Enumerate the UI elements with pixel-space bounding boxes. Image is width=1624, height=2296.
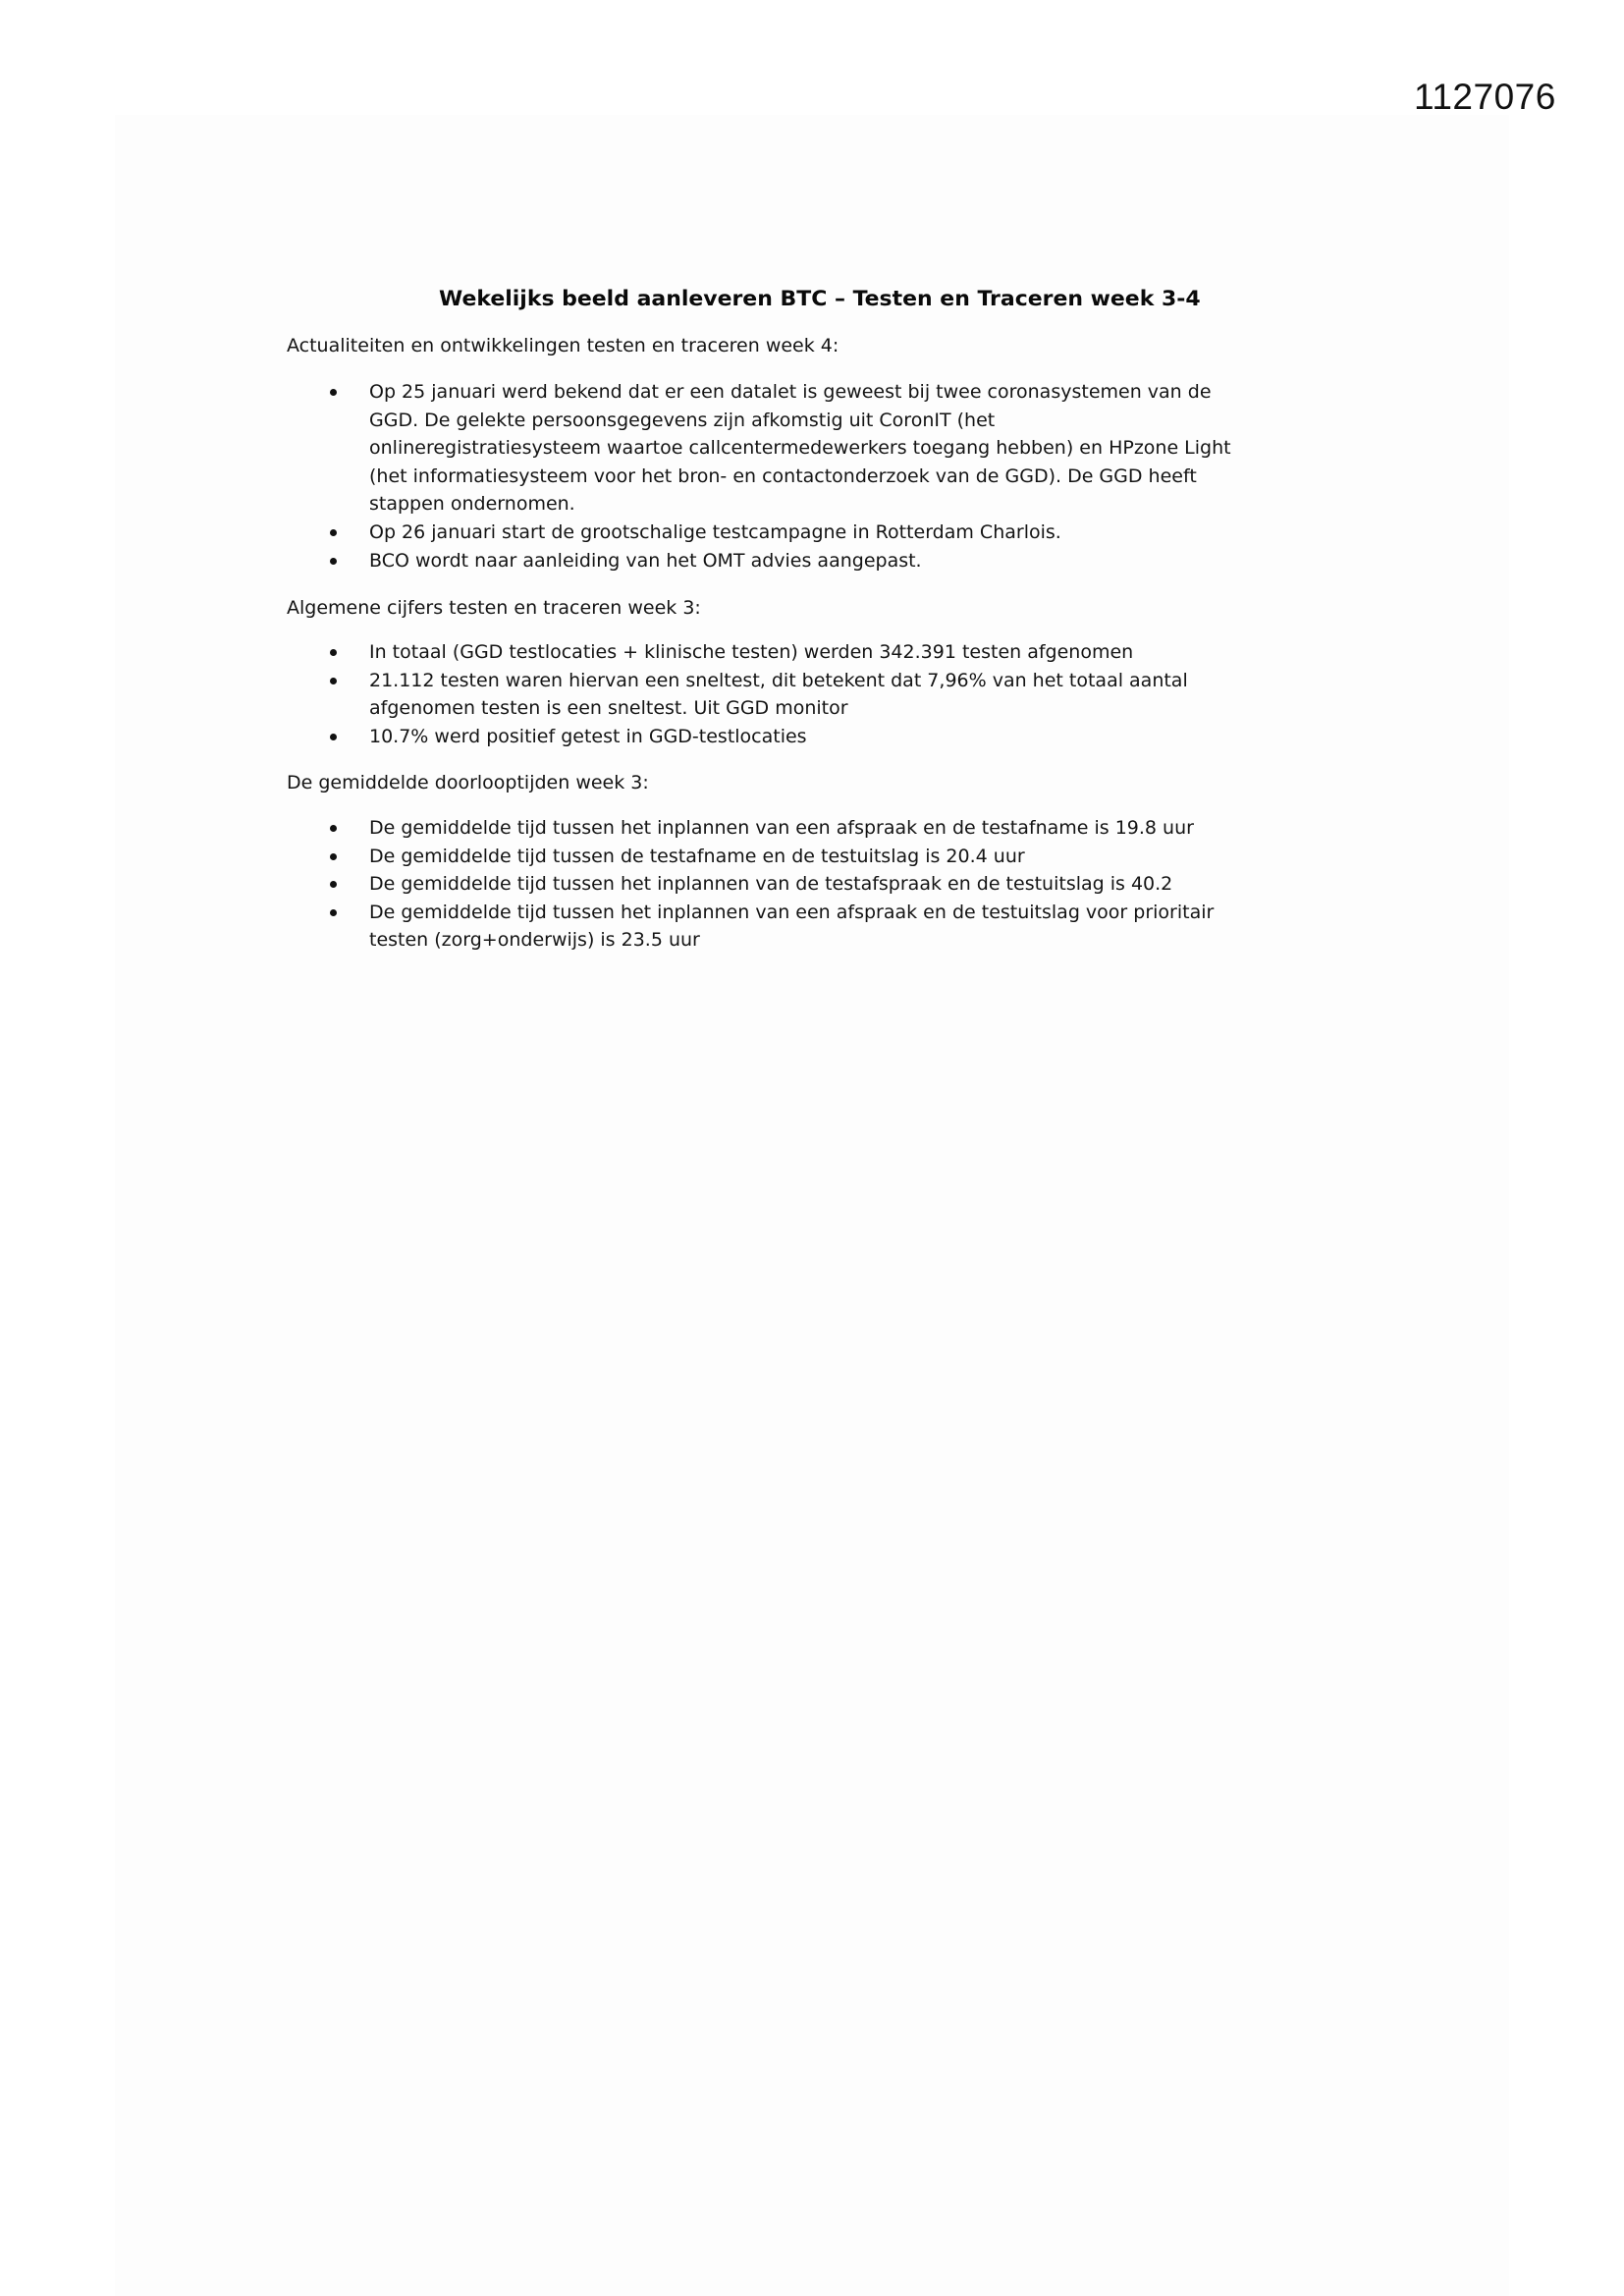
list-item-line: In totaal (GGD testlocaties + klinische testen) werden 342.391 testen afgenomen (369, 641, 1134, 663)
list-item (327, 723, 1188, 751)
list-item-line: De gemiddelde tijd tussen de testafname en de testuitslag is 20.4 uur (369, 845, 1025, 867)
list-item-line: onlineregistratiesysteem waartoe callcentermedewerkers toegang hebben) en HPzone Light (369, 437, 1231, 460)
list-item-line: stappen ondernomen. (369, 493, 575, 516)
list-item-line: Op 26 januari start de grootschalige testcampagne in Rotterdam Charlois. (369, 520, 1061, 543)
bullet-icon (330, 558, 337, 565)
list-item-line: De gemiddelde tijd tussen het inplannen van een afspraak en de testuitslag voor prioritair (369, 901, 1215, 923)
section-heading-algemene-cijfers: Algemene cijfers testen en traceren week 3: (287, 597, 701, 619)
document-number: 1127076 (1414, 77, 1556, 117)
section-heading-actualiteiten: Actualiteiten en ontwikkelingen testen en traceren week 4: (287, 335, 839, 356)
bullet-icon (330, 678, 337, 684)
list-item-line: De gemiddelde tijd tussen het inplannen van de testafspraak en de testuitslag is 40.2 (369, 873, 1173, 896)
list-item-line: BCO wordt naar aanleiding van het OMT advies aangepast. (369, 549, 922, 572)
bullet-icon (330, 734, 337, 740)
bullet-list-algemene-cijfers (327, 638, 1188, 750)
list-item (327, 638, 1188, 667)
section-heading-doorlooptijden: De gemiddelde doorlooptijden week 3: (287, 772, 649, 793)
bullet-icon (330, 909, 337, 916)
list-item-line: afgenomen testen is een sneltest. Uit GGD monitor (369, 697, 848, 720)
list-item-line: GGD. De gelekte persoonsgegevens zijn afkomstig uit CoronIT (het (369, 409, 996, 431)
bullet-icon (330, 529, 337, 536)
bullet-list-doorlooptijden (327, 814, 1214, 955)
list-item-line: Op 25 januari werd bekend dat er een datalet is geweest bij twee coronasystemen van de (369, 381, 1212, 403)
list-item-line: 21.112 testen waren hiervan een sneltest, dit betekent dat 7,96% van het totaal aantal (369, 669, 1188, 691)
list-item-line: De gemiddelde tijd tussen het inplannen van een afspraak en de testafname is 19.8 uur (369, 817, 1194, 839)
list-item-line: 10.7% werd positief getest in GGD-testlocaties (369, 725, 807, 747)
list-item (327, 814, 1214, 843)
list-item (327, 899, 1214, 955)
list-item (327, 519, 1231, 547)
list-item (327, 667, 1188, 723)
bullet-list-actualiteiten (327, 378, 1231, 574)
list-item (327, 378, 1231, 519)
list-item-line: testen (zorg+onderwijs) is 23.5 uur (369, 929, 700, 952)
bullet-icon (330, 389, 337, 396)
bullet-icon (330, 825, 337, 832)
bullet-icon (330, 649, 337, 656)
document-title: Wekelijks beeld aanleveren BTC – Testen en Traceren week 3-4 (439, 287, 1201, 310)
list-item (327, 870, 1214, 899)
list-item (327, 843, 1214, 871)
bullet-icon (330, 853, 337, 860)
list-item (327, 547, 1231, 575)
bullet-icon (330, 881, 337, 888)
list-item-line: (het informatiesysteem voor het bron- en contactonderzoek van de GGD). De GGD heeft (369, 465, 1197, 487)
